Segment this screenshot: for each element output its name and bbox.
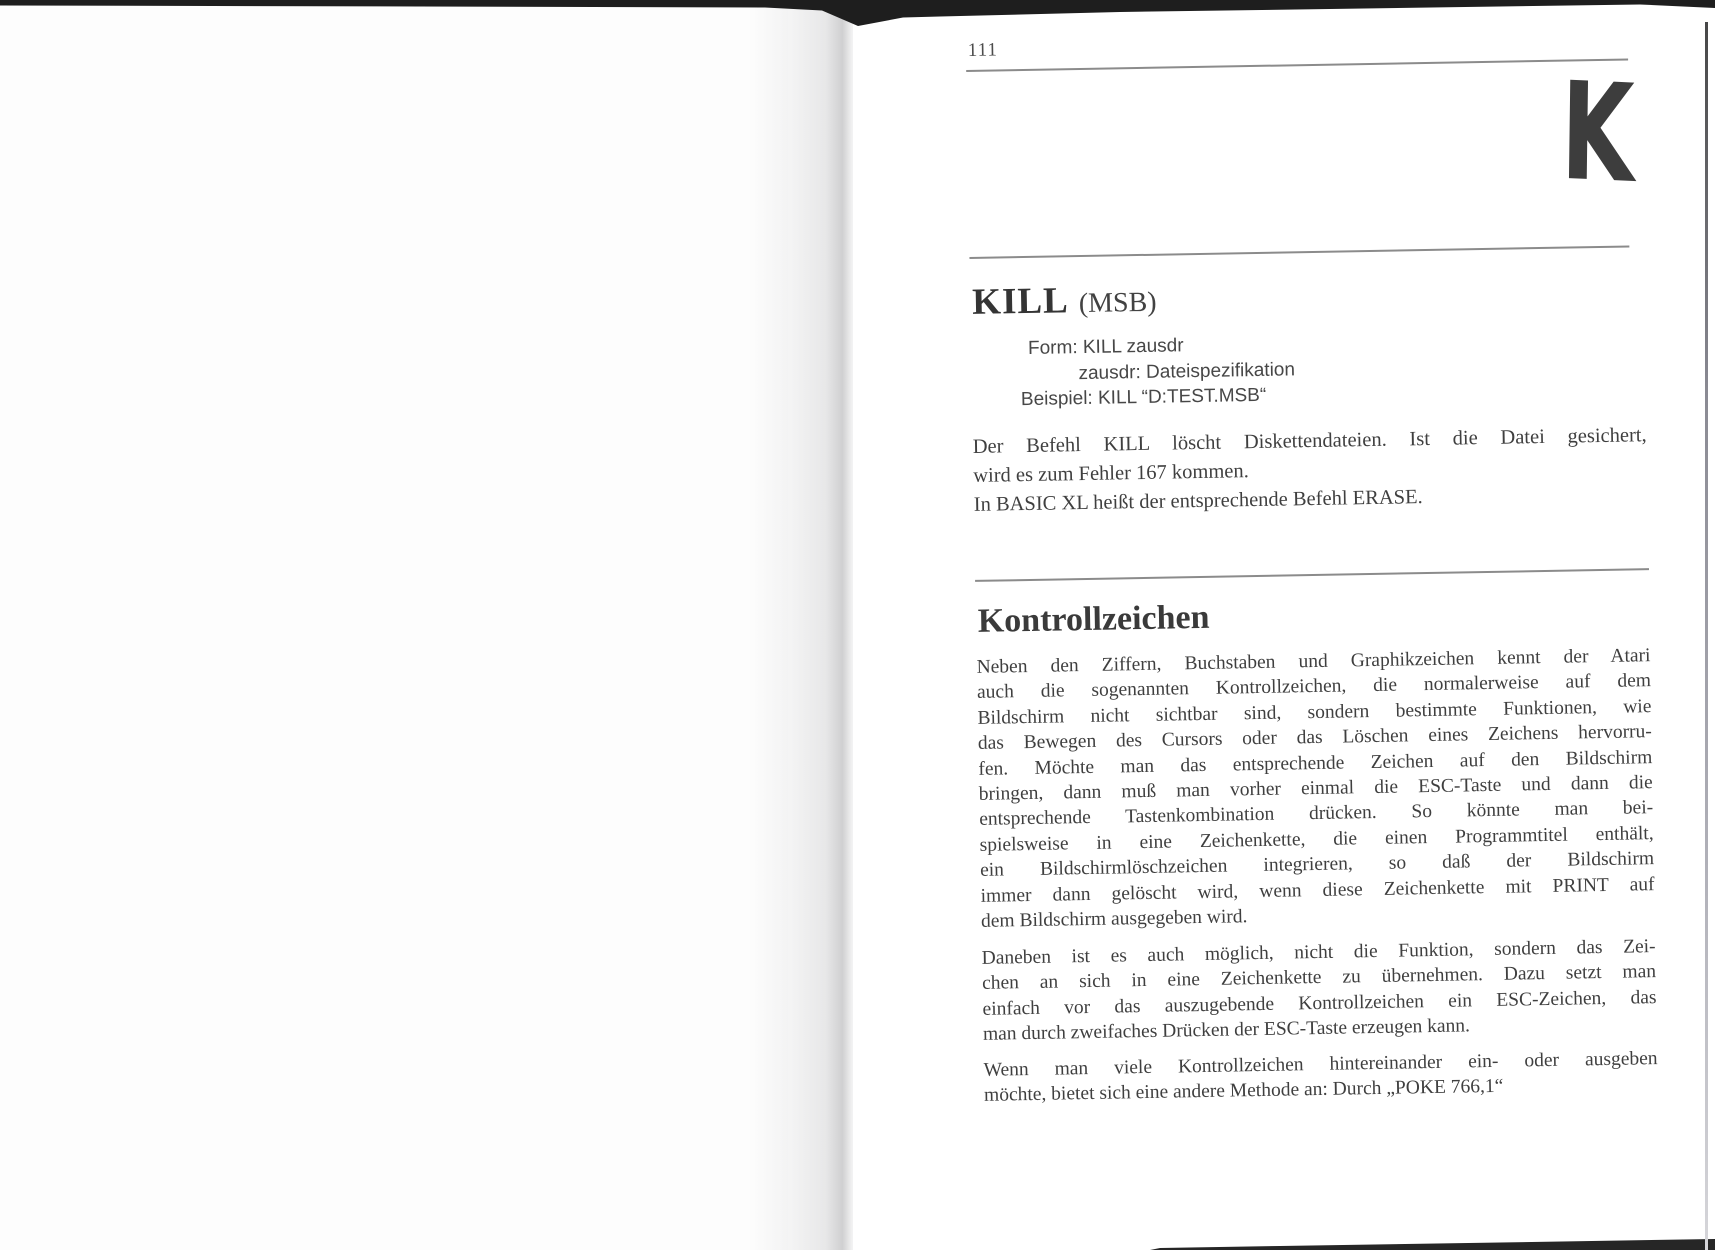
kill-heading: [972, 281, 1157, 321]
text-line: das Bewegen des Cursors oder das Löschen eines Zeichens hervorru-: [977, 721, 1653, 755]
text-line: Beispiel: KILL “D:TEST.MSB“: [1020, 384, 1267, 411]
syntax-form-block: [971, 325, 1646, 413]
text-line: entsprechende Tastenkombination drücken. So könnte man bei-: [979, 797, 1654, 831]
kontrollzeichen-paragraph-1: [976, 643, 1655, 934]
page-number: 111: [967, 39, 999, 61]
page-header-rule: [966, 58, 1628, 72]
text-line: spielsweise in eine Zeichenkette, die einen Programmtitel enthält,: [979, 822, 1654, 856]
text-line: ein Bildschirmlöschzeichen integrieren, so daß der Bildschirm: [979, 848, 1655, 882]
text-line: möchte, bietet sich eine andere Methode an: Durch „POKE 766,1“: [983, 1076, 1504, 1107]
text-line: Bildschirm nicht sichtbar sind, sondern bestimmte Funktionen, wie: [977, 695, 1652, 729]
text-line: auch die sogenannten Kontrollzeichen, die normalerweise auf dem: [976, 670, 1652, 704]
text-line: Der Befehl KILL löscht Diskettendateien. Ist die Datei gesichert,: [972, 424, 1647, 458]
left-page: [0, 0, 788, 1250]
text-line: immer dann gelöscht wird, wenn diese Zeichenkette mit PRINT auf: [980, 873, 1655, 907]
book-gutter-shadow: [748, 0, 866, 1250]
text-line: fen. Möchte man das entsprechende Zeichen auf den Bildschirm: [978, 746, 1653, 780]
text-line: chen an sich in eine Zeichenkette zu übernehmen. Dazu setzt man: [981, 961, 1657, 995]
text-line: bringen, dann muß man vorher einmal die ESC-Taste und dann die: [978, 772, 1653, 805]
page-right-edge: [1705, 22, 1708, 1250]
kill-section-rule: [969, 245, 1629, 259]
kontrollzeichen-paragraph-2: [981, 934, 1657, 1047]
text-line: Wenn man viele Kontrollzeichen hintereinander ein- oder ausgeben: [983, 1048, 1658, 1081]
text-line: dem Bildschirm ausgegeben wird.: [980, 906, 1248, 932]
text-line: einfach vor das auszugebende Kontrollzeichen ein ESC-Zeichen, das: [982, 986, 1657, 1020]
chapter-letter: K: [1559, 52, 1636, 213]
text-line: In BASIC XL heißt der entsprechende Befehl ERASE.: [973, 486, 1423, 516]
kill-heading-word: KILL: [971, 280, 1070, 323]
text-line: Neben den Ziffern, Buchstaben und Graphikzeichen kennt der Atari: [976, 645, 1651, 678]
kontrollzeichen-heading: Kontrollzeichen: [977, 598, 1210, 640]
text-line: Daneben ist es auch möglich, nicht die Funktion, sondern das Zei-: [981, 936, 1656, 969]
kontrollzeichen-paragraph-3: [983, 1046, 1658, 1109]
kill-heading-suffix: (MSB): [1078, 286, 1157, 320]
text-line: zausdr: Dateispezifikation: [1078, 358, 1296, 384]
text-line: wird es zum Fehler 167 kommen.: [973, 460, 1249, 487]
text-line: man durch zweifaches Drücken der ESC-Taste erzeugen kann.: [982, 1015, 1471, 1046]
kontrollzeichen-section-rule: [975, 568, 1649, 582]
text-line: Form: KILL zausdr: [1027, 335, 1184, 359]
page-content: [965, 0, 1661, 1250]
